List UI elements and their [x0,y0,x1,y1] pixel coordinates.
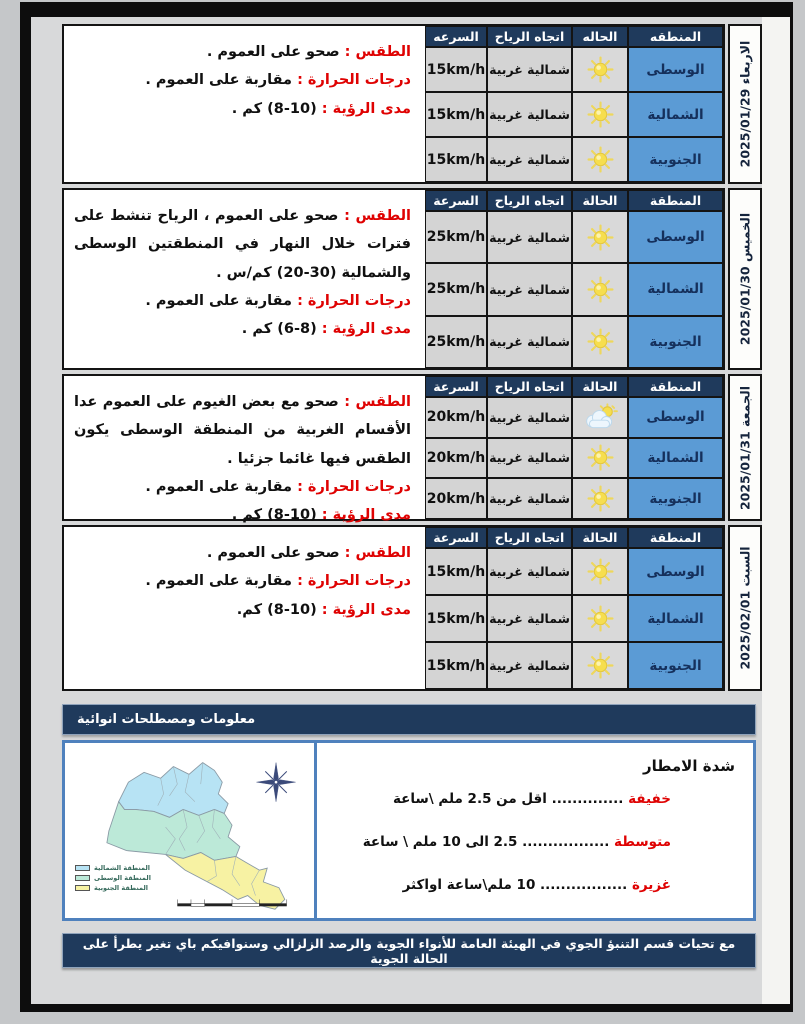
column-header-wind-direction: اتجاه الرياح [487,190,572,211]
sun-icon [587,605,614,632]
forecast-description [64,376,425,524]
page-right-margin [762,17,790,1004]
wind-speed-cell: 25km/h [425,263,487,315]
south-region-swatch [75,885,90,891]
region-cell: الجنوبية [628,642,723,689]
footer-text: مع تحيات قسم التنبؤ الجوي في الهيئة العامة للأنواء الجوية والرصد الزلزالي وسنوافيكم باي تغير يطرأ على الحالة الجوية [82,935,736,966]
rain-intensity-item [327,791,671,807]
rain-heavy-value: 10 ملم\ساعة اواكثر [402,877,536,893]
date-label: الجمعة 2025/01/31 [737,385,753,510]
map-legend [75,864,151,892]
weather-value: صحو على العموم . [206,44,340,60]
iraq-map-graphic [67,745,313,919]
wind-speed-cell: 15km/h [425,642,487,689]
weather-condition-cell [572,438,628,479]
temperature-line [74,567,411,595]
wind-direction-cell: شمالية غربية [487,397,572,438]
sun-behind-cloud-icon [582,403,618,431]
wind-direction-cell: شمالية غربية [487,595,572,642]
temperature-value: مقاربة على العموم . [145,72,293,89]
region-cell: الوسطى [628,548,723,595]
sun-icon [587,276,614,303]
forecast-day-section [62,525,762,691]
sun-icon [587,224,614,251]
forecast-card [62,188,725,370]
legend-row [75,864,151,872]
column-header-region: المنطقة [628,376,723,397]
weather-condition-cell [572,478,628,519]
date-label: الاربعاء 2025/01/29 [737,40,753,168]
date-strip [728,374,762,521]
weather-value: صحو مع بعض الغيوم على العموم عدا الأقسام الغربية من المنطقة الوسطى يكون الطقس فيها غائما جزئيا . [74,394,411,467]
central-region-swatch [75,875,90,881]
visibility-label: مدى الرؤية : [321,601,411,618]
weather-condition-cell [572,263,628,315]
wind-direction-cell: شمالية غربية [487,548,572,595]
forecast-description [64,527,425,689]
temperature-value: مقاربة على العموم . [145,292,293,309]
temperature-line [74,66,411,94]
visibility-line [74,315,411,343]
column-header-speed: السرعه [425,26,487,47]
region-cell: الشمالية [628,595,723,642]
info-header-label: معلومات ومصطلحات انوائية [77,712,256,727]
visibility-label: مدى الرؤية : [321,507,411,524]
weather-condition-cell [572,642,628,689]
date-strip [728,24,762,184]
wind-direction-cell: شمالية غربية [487,478,572,519]
compass-rose-icon [256,763,295,802]
region-cell: الوسطى [628,47,723,92]
column-header-wind-direction: اتجاه الرياح [487,376,572,397]
column-header-condition: الحالة [572,527,628,548]
rain-light-label: خفيفة [628,791,671,807]
wind-speed-cell: 20km/h [425,438,487,479]
column-header-condition: الحالة [572,190,628,211]
column-header-wind-direction: اتجاه الرياح [487,527,572,548]
weather-condition-cell [572,595,628,642]
column-header-condition: الحالة [572,376,628,397]
column-header-region: المنطقه [628,26,723,47]
temperature-value: مقاربة على العموم . [145,573,293,590]
visibility-value: (10-8) كم. [236,601,317,618]
region-cell: الوسطى [628,211,723,263]
legend-label: المنطقة الشمالية [94,864,151,872]
sun-icon [587,444,614,471]
wind-speed-cell: 20km/h [425,478,487,519]
date-strip [728,525,762,691]
wind-speed-cell: 15km/h [425,548,487,595]
wind-speed-cell: 15km/h [425,595,487,642]
forecast-card [62,24,725,184]
wind-speed-cell: 25km/h [425,316,487,368]
weather-value: صحو على العموم . [206,545,340,561]
dots-leader: ................. [540,877,628,893]
iraq-regions-map [65,743,317,918]
page-content [31,17,790,1004]
legend-row [75,884,151,892]
sun-icon [587,146,614,173]
column-header-region: المنطقة [628,527,723,548]
forecast-description [64,190,425,368]
footer-greeting-bar [62,933,756,968]
forecast-table [425,527,723,689]
wind-direction-cell: شمالية غربية [487,47,572,92]
region-cell: الشمالية [628,263,723,315]
weather-line [74,388,411,473]
sun-icon [587,652,614,679]
rain-intensity-item [327,877,671,893]
wind-direction-cell: شمالية غربية [487,263,572,315]
weather-condition-cell [572,211,628,263]
rain-light-value: اقل من 2.5 ملم \ساعة [393,791,547,807]
rain-moderate-value: 2.5 الى 10 ملم \ ساعة [362,834,518,850]
date-strip [728,188,762,370]
weather-condition-cell [572,316,628,368]
temperature-label: درجات الحرارة : [297,292,411,309]
weather-label: الطقس : [344,208,411,224]
weather-label: الطقس : [344,394,411,410]
wind-speed-cell: 15km/h [425,92,487,137]
forecast-card [62,525,725,691]
region-cell: الجنوبية [628,478,723,519]
column-header-condition: الحاله [572,26,628,47]
column-header-speed: السرعة [425,190,487,211]
forecast-day-section [62,374,762,524]
sun-icon [587,485,614,512]
region-cell: الجنوبية [628,137,723,182]
forecast-day-section [62,24,762,184]
legend-label: المنطقة الجنوبية [94,884,149,892]
rain-intensity-panel [317,743,753,918]
region-cell: الشمالية [628,438,723,479]
visibility-line [74,95,411,123]
forecast-table [425,376,723,519]
temperature-label: درجات الحرارة : [297,72,411,89]
scanned-document-page [20,2,793,1012]
wind-direction-cell: شمالية غربية [487,137,572,182]
region-cell: الجنوبية [628,316,723,368]
visibility-value: (8-6) كم . [241,321,317,338]
weather-condition-cell [572,47,628,92]
column-header-speed: السرعة [425,376,487,397]
column-header-wind-direction: اتجاه الرياح [487,26,572,47]
rain-moderate-label: متوسطة [614,834,671,850]
column-header-region: المنطقة [628,190,723,211]
wind-direction-cell: شمالية غربية [487,438,572,479]
weather-condition-cell [572,137,628,182]
wind-speed-cell: 25km/h [425,211,487,263]
dots-leader: .............. [551,791,624,807]
info-box [62,740,756,921]
visibility-label: مدى الرؤية : [321,100,411,117]
wind-speed-cell: 20km/h [425,397,487,438]
visibility-label: مدى الرؤية : [321,321,411,338]
forecast-description [64,26,425,182]
wind-speed-cell: 15km/h [425,137,487,182]
wind-direction-cell: شمالية غربية [487,92,572,137]
forecast-card [62,374,725,524]
rain-heavy-label: غزيرة [631,877,671,893]
weather-condition-cell [572,397,628,438]
temperature-label: درجات الحرارة : [297,478,411,495]
visibility-value: (10-8) كم . [231,507,317,524]
weather-line [74,539,411,567]
wind-direction-cell: شمالية غربية [487,642,572,689]
wind-direction-cell: شمالية غربية [487,316,572,368]
legend-row [75,874,151,882]
forecast-day-section [62,188,762,370]
weather-line [74,38,411,66]
forecast-table [425,26,723,182]
temperature-line [74,473,411,501]
temperature-value: مقاربة على العموم . [145,478,293,495]
weather-line [74,202,411,287]
forecast-table [425,190,723,368]
region-cell: الشمالية [628,92,723,137]
region-cell: الوسطى [628,397,723,438]
temperature-label: درجات الحرارة : [297,573,411,590]
info-section-header [62,704,756,735]
sun-icon [587,328,614,355]
sun-icon [587,56,614,83]
weather-label: الطقس : [344,545,411,561]
date-label: السبت 2025/02/01 [737,546,753,670]
legend-label: المنطقة الوسطى [94,874,151,882]
rain-intensity-title: شدة الامطار [643,757,735,775]
dots-leader: ................. [522,834,610,850]
weather-condition-cell [572,548,628,595]
weather-condition-cell [572,92,628,137]
rain-intensity-item [327,834,671,850]
date-label: الخميس 2025/01/30 [737,212,753,346]
weather-label: الطقس : [344,44,411,60]
weather-value: صحو على العموم ، الرياح تنشط على فترات خلال النهار في المنطقتين الوسطى والشمالية (30-20) كم/س . [74,208,411,281]
temperature-line [74,287,411,315]
column-header-speed: السرعة [425,527,487,548]
sun-icon [587,558,614,585]
sun-icon [587,101,614,128]
wind-speed-cell: 15km/h [425,47,487,92]
visibility-value: (10-8) كم . [231,100,317,117]
wind-direction-cell: شمالية غربية [487,211,572,263]
visibility-line [74,596,411,624]
north-region-swatch [75,865,90,871]
